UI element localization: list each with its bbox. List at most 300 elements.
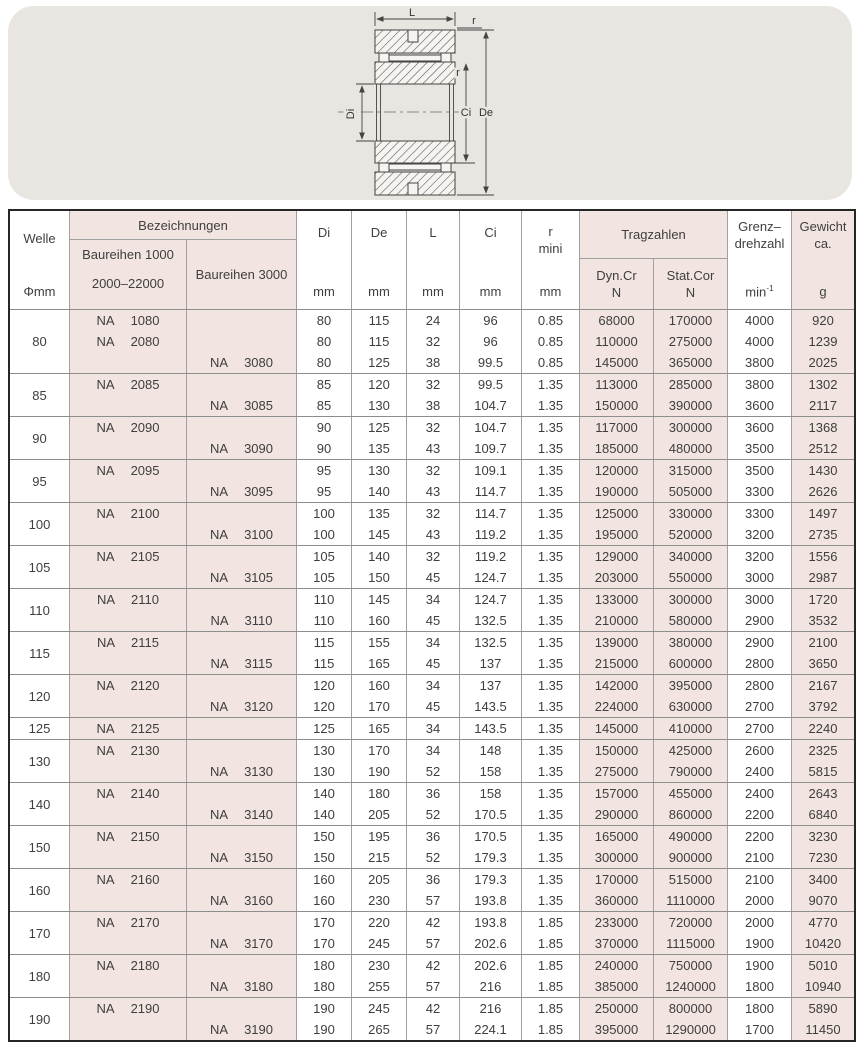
l-value: 43 (407, 481, 460, 502)
stat-cor-value: 300000 (654, 417, 728, 438)
dyn-cr-value: 125000 (580, 503, 654, 524)
gewicht-value: 1720 (792, 589, 854, 610)
dimension-Di (356, 84, 374, 141)
welle-value: 150 (10, 826, 70, 868)
dyn-cr-value: 203000 (580, 567, 654, 588)
dim-label-r-inner: r (456, 67, 460, 79)
grenzdrehzahl-value: 3300 (728, 481, 792, 502)
dyn-cr-value: 145000 (580, 352, 654, 373)
ci-value: 158 (460, 783, 522, 804)
dyn-cr-value: 395000 (580, 1019, 654, 1040)
grenzdrehzahl-value: 2000 (728, 890, 792, 911)
dyn-cr-value: 370000 (580, 933, 654, 954)
dyn-cr-value: 113000 (580, 374, 654, 395)
l-value: 45 (407, 567, 460, 588)
r-mini-value: 1.35 (522, 567, 580, 588)
designation-3000: NA 3080 (187, 352, 297, 373)
welle-value: 140 (10, 783, 70, 825)
header-grenzdrehzahl (728, 211, 792, 309)
ci-value: 99.5 (460, 374, 522, 395)
designation-3000 (187, 331, 297, 352)
gewicht-value: 10420 (792, 933, 854, 954)
header-de (352, 211, 407, 309)
l-value: 24 (407, 310, 460, 331)
l-value: 45 (407, 696, 460, 717)
r-mini-value: 0.85 (522, 352, 580, 373)
outer-ring-slot-top (408, 30, 418, 42)
table-group (10, 954, 854, 997)
gewicht-value: 3792 (792, 696, 854, 717)
ci-value: 170.5 (460, 826, 522, 847)
de-value: 140 (352, 546, 407, 567)
designation-1000 (70, 653, 187, 674)
l-value: 52 (407, 847, 460, 868)
l-value: 34 (407, 589, 460, 610)
diagram-panel (8, 6, 852, 200)
r-mini-value: 1.35 (522, 847, 580, 868)
designation-3000: NA 3130 (187, 761, 297, 782)
dyn-cr-value: 385000 (580, 976, 654, 997)
grenzdrehzahl-value: 3200 (728, 546, 792, 567)
l-value: 34 (407, 632, 460, 653)
gewicht-value: 3400 (792, 869, 854, 890)
grenzdrehzahl-value: 1800 (728, 976, 792, 997)
designation-3000 (187, 783, 297, 804)
table-group (10, 674, 854, 717)
gewicht-value: 2325 (792, 740, 854, 761)
designation-1000: NA 2180 (70, 955, 187, 976)
de-value: 135 (352, 503, 407, 524)
l-value: 57 (407, 976, 460, 997)
grenzdrehzahl-value: 1900 (728, 933, 792, 954)
welle-value: 190 (10, 998, 70, 1040)
di-value: 140 (297, 783, 352, 804)
gewicht-value: 1239 (792, 331, 854, 352)
header-r-mini-label: mini (538, 241, 563, 256)
l-value: 43 (407, 438, 460, 459)
table-group (10, 373, 854, 416)
designation-3000: NA 3090 (187, 438, 297, 459)
de-value: 125 (352, 417, 407, 438)
header-welle (10, 211, 70, 309)
header-baureihen-1000-line1: Baureihen 1000 (82, 247, 174, 262)
dyn-cr-value: 170000 (580, 869, 654, 890)
welle-value: 90 (10, 417, 70, 459)
de-value: 115 (352, 331, 407, 352)
ci-value: 143.5 (460, 696, 522, 717)
designation-3000: NA 3180 (187, 976, 297, 997)
header-di (297, 211, 352, 309)
stat-cor-value: 800000 (654, 998, 728, 1019)
di-value: 110 (297, 610, 352, 631)
header-stat-cor-line1: Stat.Cor (666, 268, 715, 283)
designation-3000: NA 3115 (187, 653, 297, 674)
grenzdrehzahl-value: 2900 (728, 632, 792, 653)
gewicht-value: 2626 (792, 481, 854, 502)
header-stat-cor-line2: N (685, 285, 696, 300)
l-value: 57 (407, 1019, 460, 1040)
di-value: 180 (297, 955, 352, 976)
di-value: 170 (297, 912, 352, 933)
stat-cor-value: 315000 (654, 460, 728, 481)
de-value: 140 (352, 481, 407, 502)
ci-value: 179.3 (460, 869, 522, 890)
dyn-cr-value: 224000 (580, 696, 654, 717)
designation-1000: NA 2080 (70, 331, 187, 352)
grenzdrehzahl-value: 2700 (728, 696, 792, 717)
designation-1000: NA 2160 (70, 869, 187, 890)
designation-1000 (70, 524, 187, 545)
de-value: 190 (352, 761, 407, 782)
di-value: 90 (297, 417, 352, 438)
l-value: 32 (407, 546, 460, 567)
l-value: 34 (407, 675, 460, 696)
de-value: 145 (352, 524, 407, 545)
welle-value: 115 (10, 632, 70, 674)
welle-value: 100 (10, 503, 70, 545)
gewicht-value: 1430 (792, 460, 854, 481)
dyn-cr-value: 157000 (580, 783, 654, 804)
ci-value: 158 (460, 761, 522, 782)
dyn-cr-value: 185000 (580, 438, 654, 459)
grenzdrehzahl-value: 2100 (728, 869, 792, 890)
l-value: 42 (407, 955, 460, 976)
dyn-cr-value: 142000 (580, 675, 654, 696)
de-value: 130 (352, 395, 407, 416)
di-value: 150 (297, 847, 352, 868)
welle-value: 170 (10, 912, 70, 954)
ci-value: 99.5 (460, 352, 522, 373)
l-value: 43 (407, 524, 460, 545)
de-value: 255 (352, 976, 407, 997)
welle-value: 105 (10, 546, 70, 588)
designation-3000: NA 3110 (187, 610, 297, 631)
table-group (10, 782, 854, 825)
header-r-unit: mm (539, 284, 562, 299)
stat-cor-value: 900000 (654, 847, 728, 868)
de-value: 205 (352, 869, 407, 890)
de-value: 145 (352, 589, 407, 610)
de-value: 170 (352, 740, 407, 761)
header-grenz-line2: drehzahl (734, 236, 785, 251)
dyn-cr-value: 150000 (580, 395, 654, 416)
dyn-cr-value: 139000 (580, 632, 654, 653)
table-header (10, 211, 854, 310)
stat-cor-value: 340000 (654, 546, 728, 567)
designation-3000: NA 3100 (187, 524, 297, 545)
r-mini-value: 1.35 (522, 718, 580, 739)
designation-1000 (70, 804, 187, 825)
header-stat-cor (654, 258, 727, 309)
ci-value: 119.2 (460, 546, 522, 567)
ci-value: 104.7 (460, 395, 522, 416)
designation-3000 (187, 955, 297, 976)
r-mini-value: 1.35 (522, 610, 580, 631)
header-tragzahlen (580, 211, 728, 309)
de-value: 230 (352, 890, 407, 911)
stat-cor-value: 425000 (654, 740, 728, 761)
stat-cor-value: 170000 (654, 310, 728, 331)
de-value: 165 (352, 653, 407, 674)
dyn-cr-value: 145000 (580, 718, 654, 739)
r-mini-value: 1.35 (522, 524, 580, 545)
de-value: 170 (352, 696, 407, 717)
l-value: 32 (407, 503, 460, 524)
r-mini-value: 1.85 (522, 955, 580, 976)
header-dyn-cr-line1: Dyn.Cr (596, 268, 637, 283)
gewicht-value: 3532 (792, 610, 854, 631)
ci-value: 114.7 (460, 481, 522, 502)
grenzdrehzahl-value: 2100 (728, 847, 792, 868)
designation-1000 (70, 610, 187, 631)
designation-3000 (187, 589, 297, 610)
stat-cor-value: 365000 (654, 352, 728, 373)
dim-label-r-top: r (472, 15, 476, 27)
r-mini-value: 1.35 (522, 438, 580, 459)
dyn-cr-value: 210000 (580, 610, 654, 631)
grenzdrehzahl-value: 2000 (728, 912, 792, 933)
stat-cor-value: 630000 (654, 696, 728, 717)
designation-3000: NA 3120 (187, 696, 297, 717)
grenzdrehzahl-value: 2200 (728, 804, 792, 825)
r-mini-value: 1.35 (522, 417, 580, 438)
r-mini-value: 0.85 (522, 331, 580, 352)
r-mini-value: 1.35 (522, 481, 580, 502)
di-value: 100 (297, 503, 352, 524)
designation-3000 (187, 503, 297, 524)
header-di-unit: mm (313, 284, 335, 299)
di-value: 180 (297, 976, 352, 997)
gewicht-value: 2240 (792, 718, 854, 739)
stat-cor-value: 515000 (654, 869, 728, 890)
designation-3000: NA 3140 (187, 804, 297, 825)
welle-value: 85 (10, 374, 70, 416)
dyn-cr-value: 240000 (580, 955, 654, 976)
stat-cor-value: 285000 (654, 374, 728, 395)
designation-1000: NA 2090 (70, 417, 187, 438)
de-value: 205 (352, 804, 407, 825)
dyn-cr-value: 68000 (580, 310, 654, 331)
gewicht-value: 1368 (792, 417, 854, 438)
gewicht-value: 1497 (792, 503, 854, 524)
table-group (10, 825, 854, 868)
r-mini-value: 1.35 (522, 503, 580, 524)
di-value: 190 (297, 998, 352, 1019)
header-welle-unit: Φmm (23, 284, 56, 299)
designation-1000 (70, 696, 187, 717)
gewicht-value: 7230 (792, 847, 854, 868)
welle-value: 125 (10, 718, 70, 739)
stat-cor-value: 455000 (654, 783, 728, 804)
designation-1000: NA 2100 (70, 503, 187, 524)
di-value: 95 (297, 460, 352, 481)
de-value: 120 (352, 374, 407, 395)
stat-cor-value: 1110000 (654, 890, 728, 911)
de-value: 220 (352, 912, 407, 933)
designation-3000: NA 3160 (187, 890, 297, 911)
dyn-cr-value: 195000 (580, 524, 654, 545)
grenzdrehzahl-value: 3600 (728, 417, 792, 438)
table-group (10, 502, 854, 545)
welle-value: 110 (10, 589, 70, 631)
stat-cor-value: 550000 (654, 567, 728, 588)
gewicht-value: 2117 (792, 395, 854, 416)
designation-3000: NA 3190 (187, 1019, 297, 1040)
stat-cor-value: 275000 (654, 331, 728, 352)
l-value: 36 (407, 783, 460, 804)
l-value: 57 (407, 933, 460, 954)
di-value: 105 (297, 546, 352, 567)
welle-value: 130 (10, 740, 70, 782)
designation-3000 (187, 310, 297, 331)
table-group (10, 310, 854, 373)
de-value: 215 (352, 847, 407, 868)
table-group (10, 997, 854, 1040)
ci-value: 193.8 (460, 890, 522, 911)
di-value: 115 (297, 632, 352, 653)
r-mini-value: 1.35 (522, 740, 580, 761)
dyn-cr-value: 360000 (580, 890, 654, 911)
designation-1000: NA 2115 (70, 632, 187, 653)
grenzdrehzahl-value: 3500 (728, 438, 792, 459)
gewicht-value: 2167 (792, 675, 854, 696)
di-value: 190 (297, 1019, 352, 1040)
de-value: 165 (352, 718, 407, 739)
designation-3000 (187, 998, 297, 1019)
gewicht-value: 2100 (792, 632, 854, 653)
stat-cor-value: 750000 (654, 955, 728, 976)
l-value: 34 (407, 740, 460, 761)
di-value: 160 (297, 890, 352, 911)
r-mini-value: 1.35 (522, 675, 580, 696)
stat-cor-value: 580000 (654, 610, 728, 631)
dyn-cr-value: 117000 (580, 417, 654, 438)
stat-cor-value: 490000 (654, 826, 728, 847)
dim-label-Di: Di (345, 108, 357, 120)
dyn-cr-value: 133000 (580, 589, 654, 610)
designation-3000 (187, 374, 297, 395)
dyn-cr-value: 129000 (580, 546, 654, 567)
designation-1000 (70, 1019, 187, 1040)
gewicht-value: 5010 (792, 955, 854, 976)
designation-1000: NA 2140 (70, 783, 187, 804)
dyn-cr-value: 215000 (580, 653, 654, 674)
table-group (10, 739, 854, 782)
outer-ring-slot-bottom (408, 183, 418, 195)
grenzdrehzahl-value: 2600 (728, 740, 792, 761)
di-value: 170 (297, 933, 352, 954)
stat-cor-value: 600000 (654, 653, 728, 674)
table-group (10, 911, 854, 954)
designation-1000: NA 1080 (70, 310, 187, 331)
de-value: 155 (352, 632, 407, 653)
designation-1000: NA 2105 (70, 546, 187, 567)
grenzdrehzahl-value: 1700 (728, 1019, 792, 1040)
de-value: 160 (352, 610, 407, 631)
dim-label-De: De (478, 107, 494, 119)
di-value: 115 (297, 653, 352, 674)
grenzdrehzahl-value: 3600 (728, 395, 792, 416)
l-value: 38 (407, 352, 460, 373)
grenzdrehzahl-value: 3800 (728, 352, 792, 373)
di-value: 80 (297, 331, 352, 352)
r-mini-value: 1.35 (522, 696, 580, 717)
designation-1000 (70, 567, 187, 588)
de-value: 125 (352, 352, 407, 373)
r-mini-value: 1.85 (522, 998, 580, 1019)
r-mini-value: 1.85 (522, 1019, 580, 1040)
gewicht-value: 2987 (792, 567, 854, 588)
header-gewicht-unit: g (819, 284, 827, 299)
l-value: 36 (407, 869, 460, 890)
di-value: 150 (297, 826, 352, 847)
designation-3000 (187, 460, 297, 481)
header-gewicht-line2: ca. (814, 236, 832, 251)
header-baureihen-1000-line2: 2000–22000 (91, 276, 165, 291)
r-mini-value: 1.35 (522, 869, 580, 890)
l-value: 45 (407, 610, 460, 631)
welle-value: 80 (10, 310, 70, 373)
header-bezeichnungen-title: Bezeichnungen (138, 217, 228, 233)
r-mini-value: 1.85 (522, 976, 580, 997)
ci-value: 119.2 (460, 524, 522, 545)
l-value: 32 (407, 331, 460, 352)
designation-3000 (187, 740, 297, 761)
di-value: 85 (297, 395, 352, 416)
bearing-table (8, 209, 856, 1042)
gewicht-value: 2025 (792, 352, 854, 373)
dyn-cr-value: 110000 (580, 331, 654, 352)
welle-value: 95 (10, 460, 70, 502)
stat-cor-value: 300000 (654, 589, 728, 610)
designation-3000 (187, 826, 297, 847)
di-value: 100 (297, 524, 352, 545)
designation-1000: NA 2190 (70, 998, 187, 1019)
l-value: 32 (407, 374, 460, 395)
ci-value: 124.7 (460, 589, 522, 610)
header-bezeichnungen (70, 211, 297, 309)
di-value: 120 (297, 675, 352, 696)
designation-1000 (70, 933, 187, 954)
l-value: 42 (407, 998, 460, 1019)
header-ci-label: Ci (484, 225, 497, 240)
designation-3000 (187, 912, 297, 933)
header-baureihen-3000: Baureihen 3000 (187, 239, 296, 309)
header-de-unit: mm (368, 284, 390, 299)
designation-1000: NA 2110 (70, 589, 187, 610)
grenzdrehzahl-value: 2400 (728, 761, 792, 782)
header-ci (460, 211, 522, 309)
r-mini-value: 1.35 (522, 589, 580, 610)
welle-value: 160 (10, 869, 70, 911)
dyn-cr-value: 275000 (580, 761, 654, 782)
l-value: 34 (407, 718, 460, 739)
r-mini-value: 1.35 (522, 804, 580, 825)
de-value: 195 (352, 826, 407, 847)
header-l-label: L (429, 225, 437, 240)
gewicht-value: 10940 (792, 976, 854, 997)
ci-value: 137 (460, 675, 522, 696)
header-r-mini (522, 211, 580, 309)
di-value: 80 (297, 310, 352, 331)
r-mini-value: 1.35 (522, 395, 580, 416)
gewicht-value: 11450 (792, 1019, 854, 1040)
de-value: 245 (352, 998, 407, 1019)
di-value: 130 (297, 761, 352, 782)
de-value: 135 (352, 438, 407, 459)
designation-1000 (70, 352, 187, 373)
l-value: 42 (407, 912, 460, 933)
